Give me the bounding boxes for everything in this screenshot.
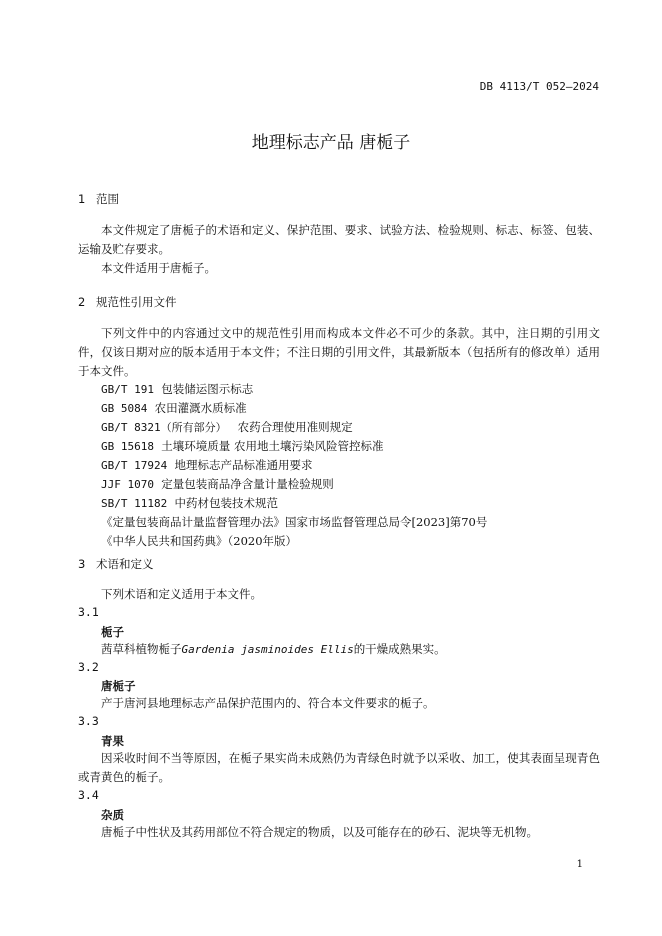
reference-code: GB/T 191 <box>101 383 154 396</box>
latin-name: Gardenia jasminoides Ellis <box>181 643 354 656</box>
reference-code: JJF 1070 <box>101 478 154 491</box>
term-name: 杂质 <box>101 808 124 822</box>
reference-item <box>101 400 247 416</box>
reference-title: 《中华人民共和国药典》（2020年版） <box>101 534 298 548</box>
section-2-heading <box>78 294 177 310</box>
reference-code: SB/T 11182 <box>101 497 168 510</box>
term-definition <box>78 640 600 659</box>
term-number: 3.3 <box>78 714 99 728</box>
definition-text: 茜草科植物栀子 <box>101 642 182 656</box>
term-definition: 唐栀子中性状及其药用部位不符合规定的物质，以及可能存在的砂石、泥块等无机物。 <box>101 825 538 839</box>
reference-title: 土壤环境质量 农用地土壤污染风险管控标准 <box>161 439 384 453</box>
term-name: 栀子 <box>101 625 124 639</box>
reference-item <box>101 495 278 511</box>
document-number: DB 4113/T 052—2024 <box>479 80 599 93</box>
reference-item <box>101 533 297 549</box>
reference-item <box>101 419 353 435</box>
reference-code: GB 15618 <box>101 440 154 453</box>
scope-paragraph-1: 本文件规定了唐栀子的术语和定义、保护范围、要求、试验方法、检验规则、标志、标签、包装、运输及贮存要求。 <box>78 223 600 256</box>
term-name: 青果 <box>101 734 124 748</box>
reference-item <box>101 476 334 492</box>
reference-code: GB/T 17924 <box>101 459 168 472</box>
reference-title: 《定量包装商品计量监督管理办法》国家市场监督管理总局令[2023]第70号 <box>101 515 488 529</box>
section-number: 2 <box>78 295 86 309</box>
page-number: 1 <box>576 859 583 870</box>
references-intro: 下列文件中的内容通过文中的规范性引用而构成本文件必不可少的条款。其中，注日期的引用文件，仅该日期对应的版本适用于本文件；不注日期的引用文件，其最新版本（包括所有的修改单）适用于本文件。 <box>78 326 600 378</box>
section-title: 术语和定义 <box>96 557 154 571</box>
section-1-heading <box>78 191 119 207</box>
reference-item <box>101 381 253 397</box>
reference-item <box>101 457 313 473</box>
reference-title: 农田灌溉水质标准 <box>154 401 247 415</box>
section-title: 范围 <box>96 192 119 206</box>
term-name: 唐栀子 <box>101 679 136 693</box>
reference-title: 包装储运图示标志 <box>161 382 254 396</box>
reference-title: 地理标志产品标准通用要求 <box>174 458 313 472</box>
reference-title: 农药合理使用准则规定 <box>237 420 353 434</box>
scope-paragraph-2: 本文件适用于唐栀子。 <box>101 261 216 275</box>
term-definition: 产于唐河县地理标志产品保护范围内的、符合本文件要求的栀子。 <box>101 696 435 710</box>
reference-code: GB 5084 <box>101 402 148 415</box>
reference-item <box>101 514 487 530</box>
section-title: 规范性引用文件 <box>96 295 177 309</box>
reference-code: GB/T 8321（所有部分） <box>101 421 227 434</box>
term-number: 3.2 <box>78 660 99 674</box>
definition-text: 的干燥成熟果实。 <box>353 642 446 656</box>
reference-item <box>101 438 383 454</box>
section-number: 3 <box>78 557 86 571</box>
section-number: 1 <box>78 192 86 206</box>
reference-title: 中药材包装技术规范 <box>174 496 279 510</box>
document-title: 地理标志产品 唐栀子 <box>251 133 411 153</box>
term-number: 3.1 <box>78 605 99 619</box>
section-3-heading <box>78 556 154 572</box>
terms-intro: 下列术语和定义适用于本文件。 <box>101 587 262 601</box>
term-number: 3.4 <box>78 788 99 802</box>
reference-title: 定量包装商品净含量计量检验规则 <box>161 477 334 491</box>
term-definition: 因采收时间不当等原因，在栀子果实尚未成熟仍为青绿色时就予以采收、加工，使其表面呈现青色或青黄色的栀子。 <box>78 751 600 784</box>
